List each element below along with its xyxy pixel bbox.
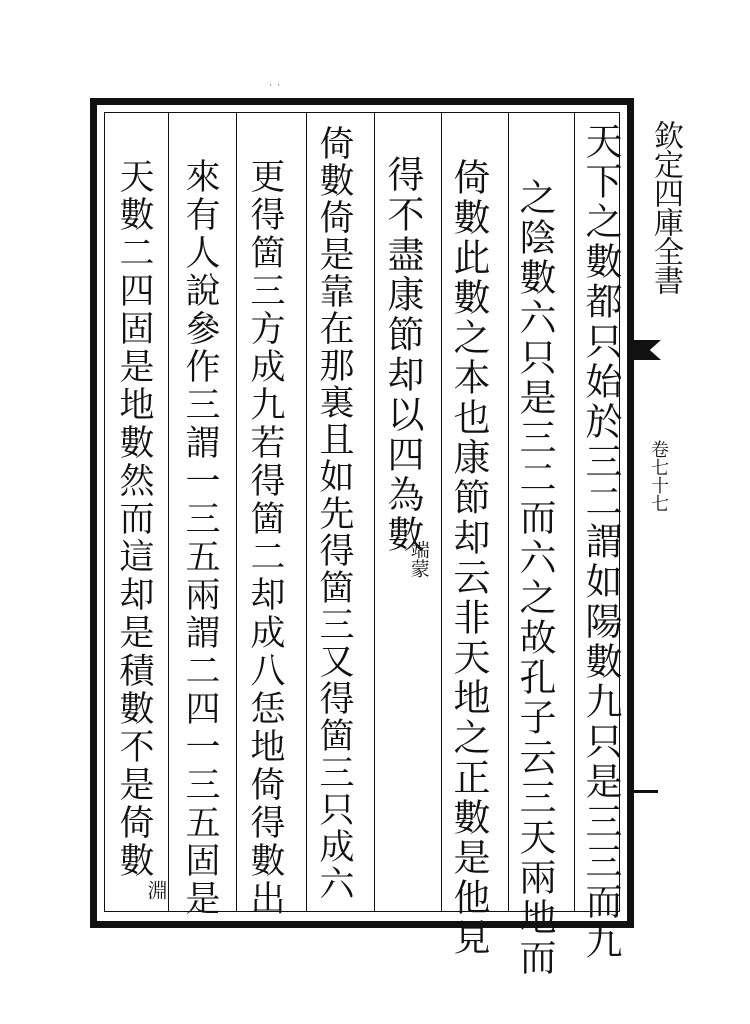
text-column-3: 倚數此數之本也康節却云非天地之正數是他見: [447, 158, 490, 958]
column-divider: [306, 112, 307, 912]
text-column-7: 來有人說參作三謂一三五兩謂二四一三五固是: [180, 158, 220, 918]
text-column-6: 更得箇三方成九若得箇二却成八恁地倚得數出: [245, 158, 285, 918]
text-column-5: 倚數倚是靠在那裏且如先得箇三又得箇三只成六: [314, 125, 354, 902]
annotation-yuan: 淵: [144, 880, 168, 900]
annotation-duanmeng: 端蒙: [407, 540, 430, 578]
column-divider: [236, 112, 237, 912]
margin-tick: [634, 790, 658, 793]
text-column-2: 之陰數六只是三二而六之故孔子云三天兩地而: [513, 178, 556, 978]
column-divider: [374, 112, 375, 912]
fish-tail-mark: [633, 340, 661, 360]
text-column-1: 天下之數都只始於三二謂如陽數九只是三三而九: [579, 122, 622, 962]
book-title-margin: 欽定四庫全書: [648, 120, 683, 294]
column-divider: [574, 112, 575, 912]
text-column-4: 得不盡康節却以四為數: [381, 155, 424, 555]
column-divider: [508, 112, 509, 912]
top-marks: ˙ ˙: [268, 84, 282, 95]
column-divider: [441, 112, 442, 912]
column-divider: [168, 112, 169, 912]
text-column-8: 天數二四固是地數然而這却是積數不是倚數: [114, 158, 154, 880]
volume-number: 卷七十七: [648, 440, 669, 512]
